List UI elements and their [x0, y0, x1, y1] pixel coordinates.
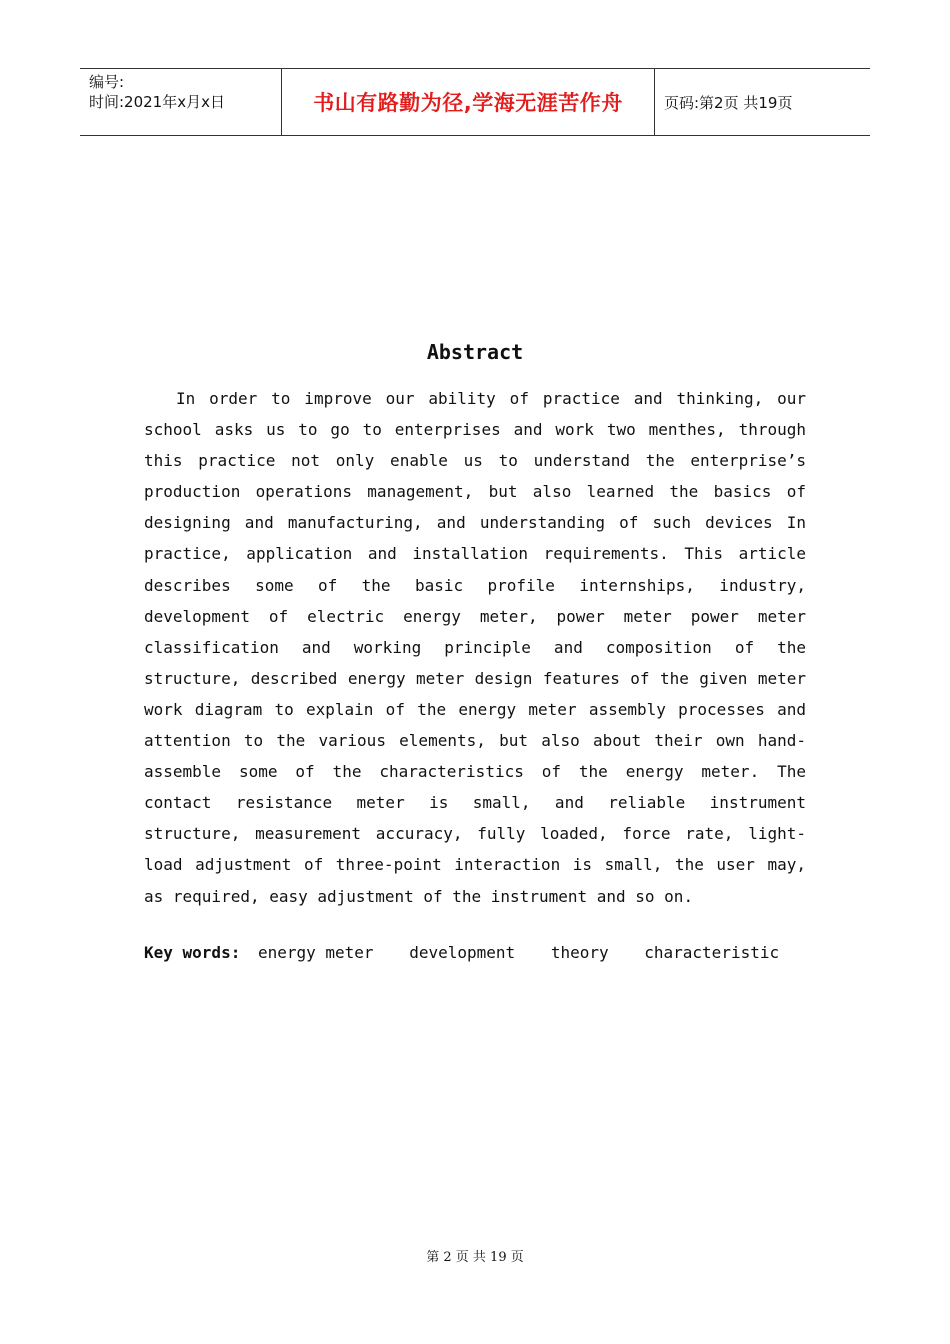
page-header	[80, 68, 870, 136]
header-meta	[80, 69, 281, 135]
keyword-item: energy meter	[257, 943, 374, 962]
abstract-body: In order to improve our ability of practice and thinking, our school asks us to go to enterprises and work two menthes, through this practice not only enable us to understand the enterprise’s production operations management, but also learned the basics of designing and manufacturing, and understanding of such devices In practice, application and installation requirements. This article describes some of the basic profile internships, industry, development of electric energy meter, power meter power meter classification and working principle and composition of the structure, described energy meter design features of the given meter work diagram to explain of the energy meter assembly processes and attention to the various elements, but also about their own hand-assemble some of the characteristics of the energy meter. The contact resistance meter is small, and reliable instrument structure, measurement accuracy, fully loaded, force rate, light-load adjustment of three-point interaction is small, the user may, as required, easy adjustment of the instrument and so on.	[144, 389, 806, 906]
page-footer: 第 2 页 共 19 页	[426, 1250, 524, 1265]
document-time-label: 时间:2021年x月x日	[89, 93, 225, 111]
document-number-label: 编号:	[89, 73, 125, 91]
header-page-info: 页码:第2页 共19页	[664, 93, 793, 112]
keyword-item: characteristic	[644, 943, 780, 962]
keywords-label: Key words:	[144, 943, 241, 962]
header-motto: 书山有路勤为径,学海无涯苦作舟	[313, 91, 623, 115]
abstract-title: Abstract	[426, 340, 524, 364]
keyword-item: development	[409, 943, 516, 962]
keyword-item: theory	[550, 943, 609, 962]
header-motto-cell	[281, 69, 655, 135]
header-page-info-cell	[655, 69, 870, 135]
keywords-line	[144, 943, 806, 962]
